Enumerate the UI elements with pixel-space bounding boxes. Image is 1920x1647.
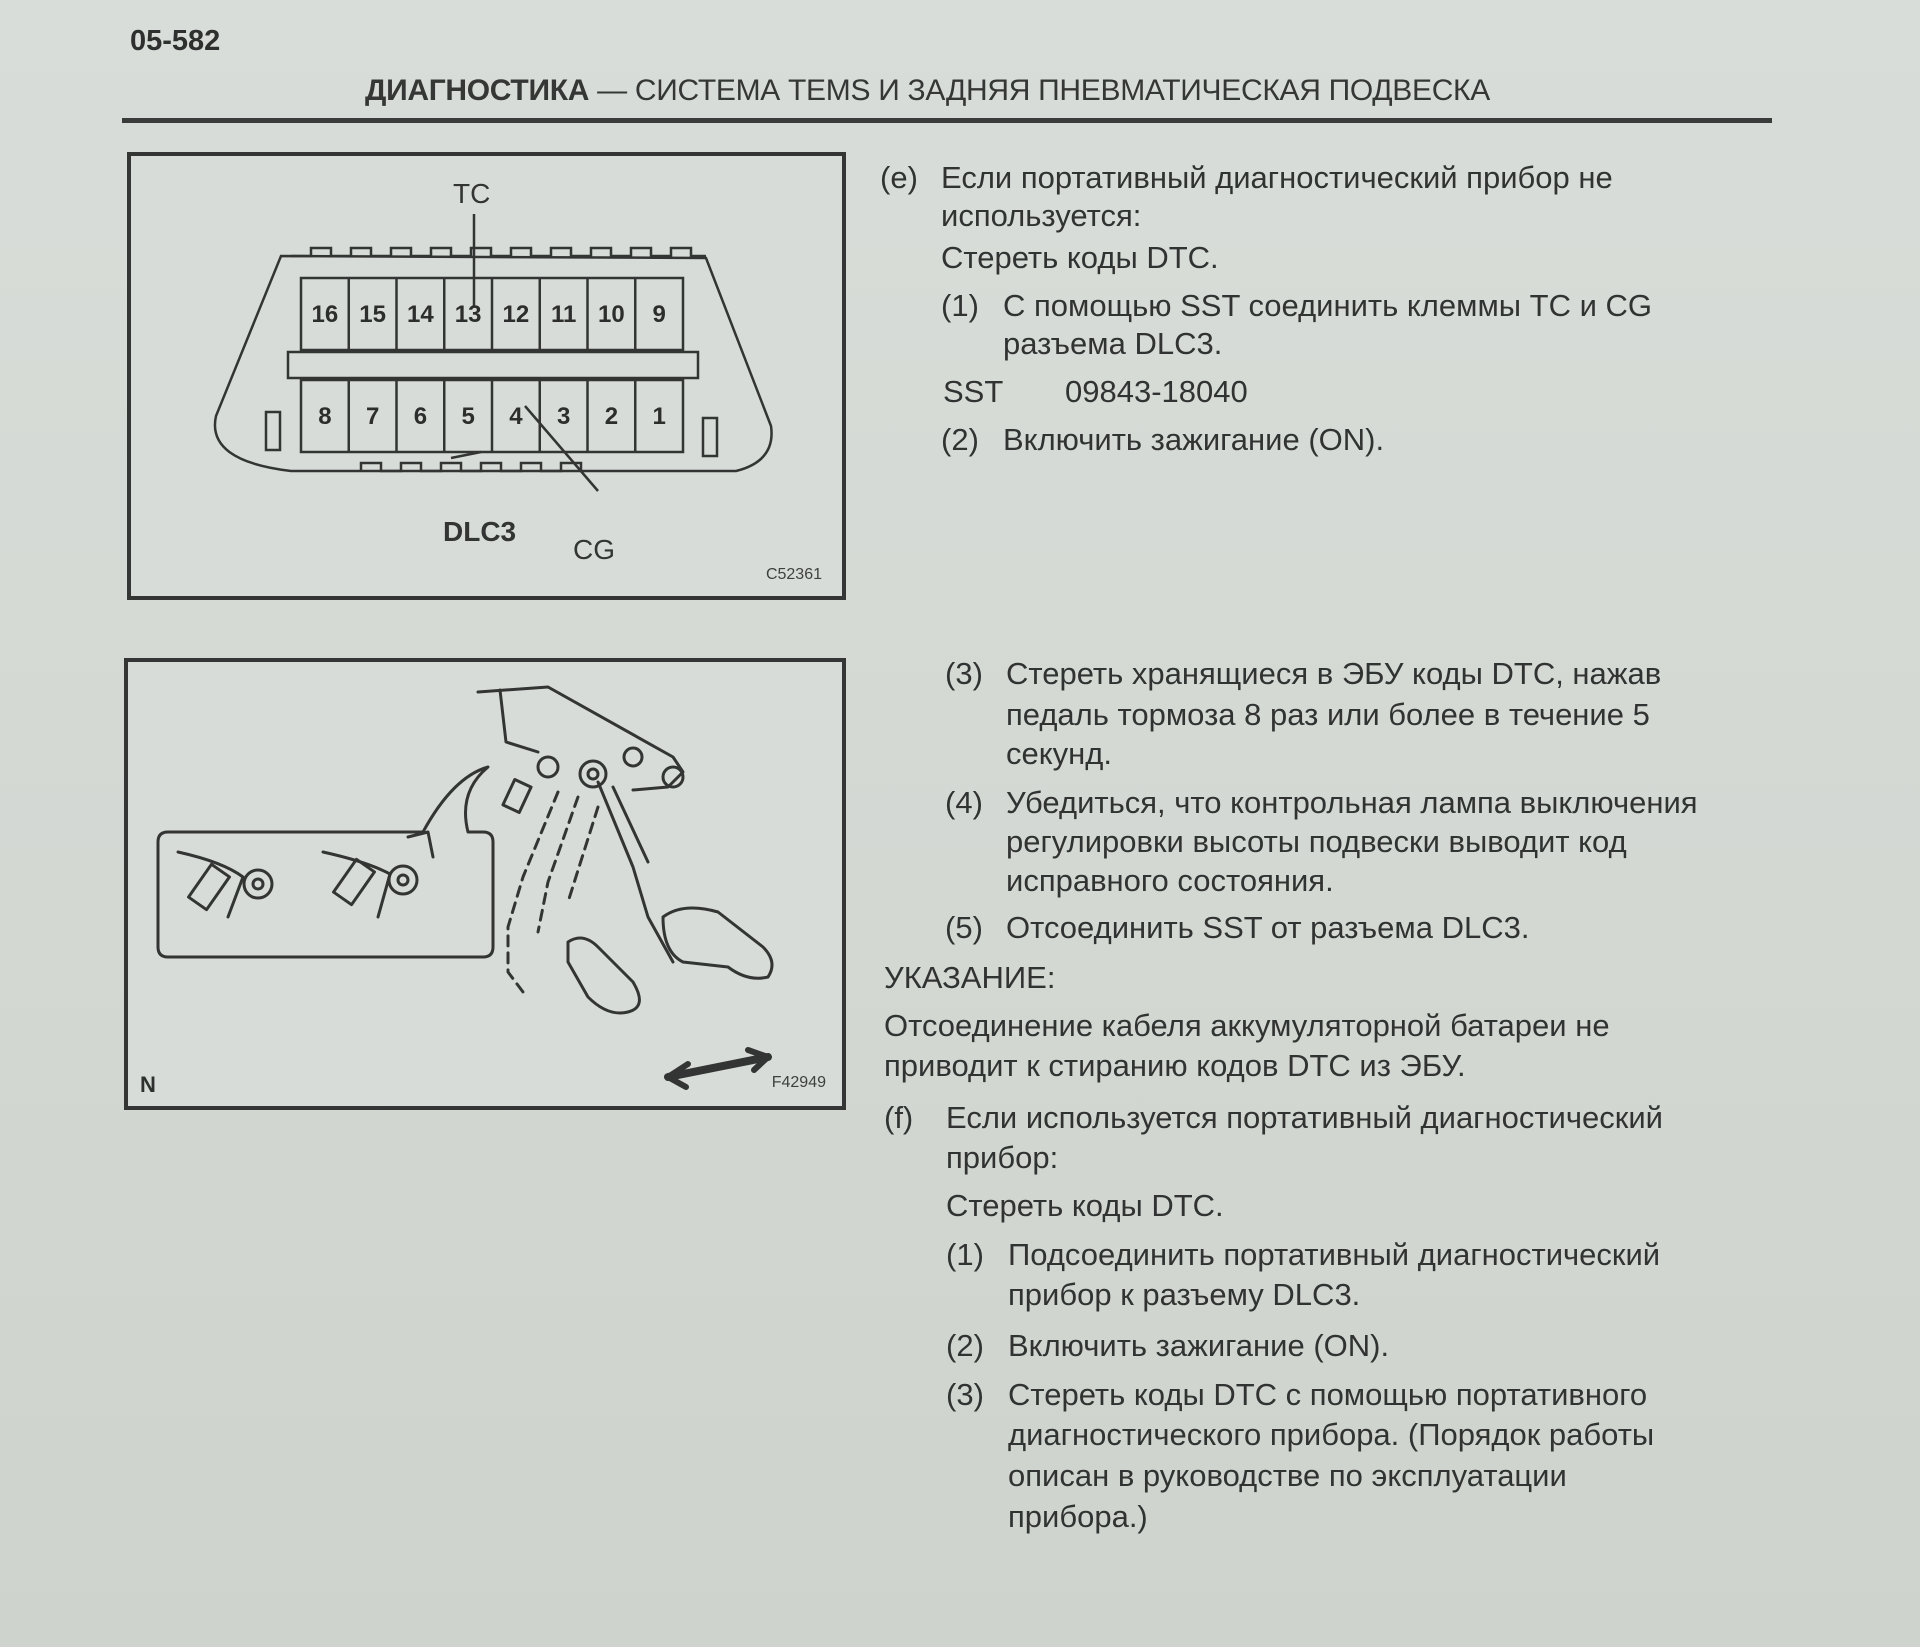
pin-label-4: 4 (509, 403, 523, 430)
right-latch (703, 418, 717, 456)
step-e3-line2: педаль тормоза 8 раз или более в течение 5 (1006, 697, 1650, 732)
page-title (365, 74, 1490, 108)
pedal-pad (663, 908, 772, 978)
step-f3-line2: диагностического прибора. (Порядок работы (1008, 1417, 1655, 1452)
pin-label-1: 1 (652, 403, 666, 430)
header-divider (122, 118, 1772, 123)
step-e-line1: Если портативный диагностический прибор не (941, 160, 1613, 195)
step-e4-line1: Убедиться, что контрольная лампа выключения (1006, 785, 1698, 820)
step-e-line3: Стереть коды DTC. (941, 240, 1219, 275)
pin-label-16: 16 (311, 301, 339, 328)
step-f3-line3: описан в руководстве по эксплуатации (1008, 1458, 1567, 1493)
step-e-marker: (e) (880, 160, 918, 195)
note-line1: Отсоединение кабеля аккумуляторной батареи не (884, 1008, 1610, 1043)
step-f-line2: прибор: (946, 1140, 1059, 1175)
title-rest: — СИСТЕМА TEMS И ЗАДНЯЯ ПНЕВМАТИЧЕСКАЯ ПОДВЕСКА (589, 74, 1490, 107)
pin-label-12: 12 (502, 301, 530, 328)
step-e2-number: (2) (941, 422, 979, 457)
pin-label-9: 9 (652, 301, 666, 328)
sst-label: SST (943, 374, 1004, 409)
figure-code: C52361 (765, 566, 822, 583)
step-e2-text: Включить зажигание (ON). (1003, 422, 1385, 457)
step-f2-text: Включить зажигание (ON). (1008, 1328, 1390, 1363)
step-e1-line2: разъема DLC3. (1003, 326, 1223, 361)
pin-label-6: 6 (413, 403, 428, 430)
page-number: 05-582 (130, 25, 221, 57)
connector-housing (215, 256, 772, 471)
brake-pedal-diagram (128, 662, 842, 1106)
figure-code: F42949 (771, 1074, 826, 1091)
pedal-dashed-position (508, 792, 558, 992)
pin-label-14: 14 (407, 301, 434, 328)
step-e4-line3: исправного состояния. (1006, 863, 1334, 898)
pin-label-3: 3 (556, 403, 571, 430)
stop-lamp-switch (503, 780, 531, 813)
pin-label-5: 5 (461, 403, 475, 430)
pin-label-13: 13 (454, 301, 482, 328)
left-latch (266, 412, 280, 450)
pin-label-10: 10 (598, 301, 625, 328)
step-e1-line1: С помощью SST соединить клеммы TC и CG (1003, 288, 1653, 323)
note-title: УКАЗАНИЕ: (884, 960, 1056, 995)
step-e5-number: (5) (945, 910, 983, 945)
cg-label: CG (573, 534, 615, 565)
switch-detail-1 (189, 864, 230, 909)
step-f-line3: Стереть коды DTC. (946, 1188, 1224, 1223)
dlc3-connector-figure (127, 152, 846, 600)
step-f2-number: (2) (946, 1328, 984, 1363)
pin-label-11: 11 (550, 301, 577, 328)
step-e3-line1: Стереть хранящиеся в ЭБУ коды DTC, нажав (1006, 656, 1662, 691)
step-e-line2: используется: (941, 198, 1142, 233)
step-e4-line2: регулировки высоты подвески выводит код (1006, 824, 1627, 859)
step-f1-line2: прибор к разъему DLC3. (1008, 1277, 1361, 1312)
step-f-line1: Если используется портативный диагностический (946, 1100, 1663, 1135)
step-e3-line3: секунд. (1006, 736, 1112, 771)
connector-top-teeth (291, 248, 706, 256)
step-f3-line1: Стереть коды DTC с помощью портативного (1008, 1377, 1648, 1412)
step-f1-number: (1) (946, 1237, 984, 1272)
pin-label-8: 8 (318, 403, 332, 430)
step-e1-number: (1) (941, 288, 979, 323)
title-bold: ДИАГНОСТИКА (365, 74, 590, 107)
step-f3-number: (3) (946, 1377, 984, 1412)
separator-bar (288, 352, 698, 378)
brake-pedal-figure (124, 658, 846, 1110)
detail-callout (158, 767, 493, 957)
foot-pad (568, 938, 639, 1013)
pin-label-7: 7 (365, 403, 380, 430)
step-e3-number: (3) (945, 656, 983, 691)
pin-label-2: 2 (604, 403, 619, 430)
connector-bottom-teeth (361, 463, 581, 471)
pedal-arm (598, 782, 673, 962)
pin-label-15: 15 (359, 301, 386, 328)
figure-letter: N (140, 1072, 156, 1097)
step-f-marker: (f) (884, 1100, 914, 1135)
step-f3-line4: прибора.) (1008, 1499, 1148, 1534)
sst-code: 09843-18040 (1065, 374, 1248, 409)
step-e5-text: Отсоединить SST от разъема DLC3. (1006, 910, 1530, 945)
tc-label: TC (453, 178, 491, 209)
step-e4-number: (4) (945, 785, 983, 820)
note-line2: приводит к стиранию кодов DTC из ЭБУ. (884, 1048, 1466, 1083)
step-f1-line1: Подсоединить портативный диагностический (1008, 1237, 1661, 1272)
dlc3-label: DLC3 (443, 516, 517, 547)
